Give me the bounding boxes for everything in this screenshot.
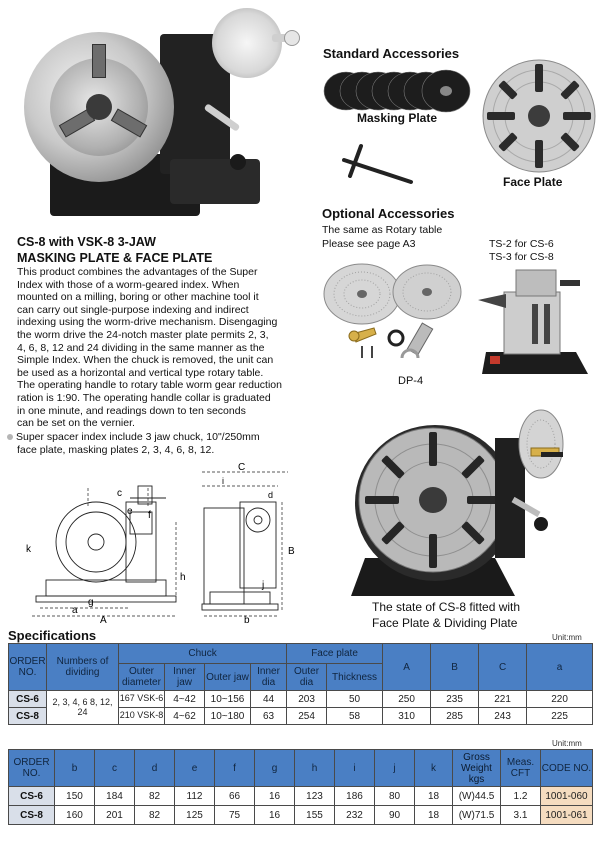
outer-diameter-cell: 167 VSK-6 bbox=[119, 691, 165, 708]
th2-i: i bbox=[335, 750, 375, 787]
table-row bbox=[9, 691, 593, 708]
description-line: in one minute, and readings down to ten seconds bbox=[17, 404, 246, 417]
B-cell: 285 bbox=[431, 708, 479, 725]
face-plate-image bbox=[480, 58, 598, 174]
th-inner-dia: Inner dia bbox=[251, 664, 287, 691]
th-outer-jaw: Outer jaw bbox=[205, 664, 251, 691]
h-cell: 123 bbox=[295, 787, 335, 806]
th-a: a bbox=[527, 644, 593, 691]
i-cell: 232 bbox=[335, 806, 375, 825]
th2-j: j bbox=[375, 750, 415, 787]
dim-j: j bbox=[262, 580, 265, 591]
description-line: The operating handle to rotary table worm gear reduction bbox=[17, 379, 282, 392]
table-row bbox=[9, 787, 593, 806]
dim-e: e bbox=[127, 506, 133, 517]
dim-b: b bbox=[244, 615, 250, 624]
C-cell: 221 bbox=[479, 691, 527, 708]
th2-k: k bbox=[415, 750, 453, 787]
th-outer-dia: Outer dia bbox=[287, 664, 327, 691]
th2-code-no: CODE NO. bbox=[541, 750, 593, 787]
unit-label-2: Unit:mm bbox=[552, 739, 582, 748]
k-cell: 18 bbox=[415, 806, 453, 825]
f-cell: 66 bbox=[215, 787, 255, 806]
th-numbers-of-dividing: Numbers of dividing bbox=[47, 644, 119, 691]
dim-C: C bbox=[238, 462, 246, 473]
i-cell: 186 bbox=[335, 787, 375, 806]
th2-gross-weight: Gross Weight kgs bbox=[453, 750, 501, 787]
dim-c: c bbox=[117, 488, 122, 499]
th2-g: g bbox=[255, 750, 295, 787]
inner-jaw-cell: 4~62 bbox=[165, 708, 205, 725]
bullet-text-1: Super spacer index include 3 jaw chuck, 10"/250mm bbox=[16, 431, 260, 443]
unit-label-1: Unit:mm bbox=[552, 633, 582, 642]
th2-f: f bbox=[215, 750, 255, 787]
description-line: Simple Index. When the chuck is removed, the unit can bbox=[17, 354, 274, 367]
e-cell: 112 bbox=[175, 787, 215, 806]
tailstock-image bbox=[476, 264, 594, 386]
b-cell: 150 bbox=[55, 787, 95, 806]
thickness-cell: 50 bbox=[327, 691, 383, 708]
description-line: Index with those of a worm-geared index. When bbox=[17, 278, 240, 291]
dim-f: f bbox=[148, 510, 151, 521]
optional-line-2: Please see page A3 bbox=[322, 238, 416, 250]
description-line: This product combines the advantages of the Super bbox=[17, 266, 258, 278]
th-thickness: Thickness bbox=[327, 664, 383, 691]
main-product-image bbox=[20, 4, 305, 229]
meas-cell: 1.2 bbox=[501, 787, 541, 806]
weight-cell: (W)44.5 bbox=[453, 787, 501, 806]
th-inner-jaw: Inner jaw bbox=[165, 664, 205, 691]
th2-meas: Meas. CFT bbox=[501, 750, 541, 787]
th2-h: h bbox=[295, 750, 335, 787]
bullet-line-2: face plate, masking plates 2, 3, 4, 6, 8, 12. bbox=[17, 444, 215, 456]
b-cell: 160 bbox=[55, 806, 95, 825]
th2-order-no: ORDER NO. bbox=[9, 750, 55, 787]
description-line: ration is 1:90. The operating handle collar is graduated bbox=[17, 391, 271, 404]
order-cell: CS-6 bbox=[9, 787, 55, 806]
th2-d: d bbox=[135, 750, 175, 787]
fitted-caption-line-1: The state of CS-8 fitted with bbox=[372, 600, 521, 614]
order-cell: CS-8 bbox=[9, 708, 47, 725]
outer-dia-cell: 203 bbox=[287, 691, 327, 708]
inner-dia-cell: 44 bbox=[251, 691, 287, 708]
c-cell: 184 bbox=[95, 787, 135, 806]
outer-dia-cell: 254 bbox=[287, 708, 327, 725]
dp4-label: DP-4 bbox=[398, 375, 424, 387]
dim-A: A bbox=[100, 615, 107, 624]
optional-accessories-title: Optional Accessories bbox=[322, 206, 455, 221]
A-cell: 310 bbox=[383, 708, 431, 725]
description-line: be used as a horizontal and vertical type rotary table. bbox=[17, 366, 264, 379]
th-A: A bbox=[383, 644, 431, 691]
masking-plate-label: Masking Plate bbox=[357, 111, 438, 125]
th-face-plate: Face plate bbox=[287, 644, 383, 664]
bullet-line-1 bbox=[7, 431, 260, 444]
dim-i: i bbox=[222, 476, 224, 486]
product-description bbox=[17, 266, 317, 430]
d-cell: 82 bbox=[135, 787, 175, 806]
dimension-diagram bbox=[26, 462, 308, 624]
dividing-cell: 2, 3, 4, 6 8, 12, 24 bbox=[47, 691, 119, 725]
order-cell: CS-6 bbox=[9, 691, 47, 708]
A-cell: 250 bbox=[383, 691, 431, 708]
code-cell: 1001-060 bbox=[541, 787, 593, 806]
wrench-image bbox=[336, 140, 416, 188]
e-cell: 125 bbox=[175, 806, 215, 825]
spec-table-2 bbox=[8, 749, 593, 825]
spec-table-1 bbox=[8, 643, 593, 725]
f-cell: 75 bbox=[215, 806, 255, 825]
outer-jaw-cell: 10~156 bbox=[205, 691, 251, 708]
dim-B: B bbox=[288, 546, 295, 557]
dim-k: k bbox=[26, 544, 31, 555]
bullet-dot bbox=[7, 434, 13, 440]
d-cell: 82 bbox=[135, 806, 175, 825]
th-B: B bbox=[431, 644, 479, 691]
th2-e: e bbox=[175, 750, 215, 787]
ts3-label: TS-3 for CS-8 bbox=[489, 251, 554, 263]
ts2-label: TS-2 for CS-6 bbox=[489, 238, 554, 250]
description-line: can carry out single-purpose indexing and indirect bbox=[17, 303, 249, 316]
thickness-cell: 58 bbox=[327, 708, 383, 725]
description-line: 4, 6, 8, 12 and 24 dividing in the same manner as the bbox=[17, 341, 265, 354]
dim-h: h bbox=[180, 572, 186, 583]
dim-g: g bbox=[88, 597, 94, 608]
order-cell: CS-8 bbox=[9, 806, 55, 825]
code-cell: 1001-061 bbox=[541, 806, 593, 825]
j-cell: 90 bbox=[375, 806, 415, 825]
specifications-title: Specifications bbox=[8, 628, 97, 643]
description-line: the worm drive the 24-notch master plate permits 2, 3, bbox=[17, 328, 269, 341]
inner-dia-cell: 63 bbox=[251, 708, 287, 725]
meas-cell: 3.1 bbox=[501, 806, 541, 825]
product-title-line-1: CS-8 with VSK-8 3-JAW bbox=[17, 235, 156, 249]
g-cell: 16 bbox=[255, 806, 295, 825]
g-cell: 16 bbox=[255, 787, 295, 806]
a-cell: 220 bbox=[527, 691, 593, 708]
weight-cell: (W)71.5 bbox=[453, 806, 501, 825]
th2-c: c bbox=[95, 750, 135, 787]
product-title-line-2: MASKING PLATE & FACE PLATE bbox=[17, 251, 213, 265]
face-plate-label: Face Plate bbox=[503, 175, 563, 189]
th-order-no: ORDER NO. bbox=[9, 644, 47, 691]
outer-jaw-cell: 10~180 bbox=[205, 708, 251, 725]
optional-line-1: The same as Rotary table bbox=[322, 224, 443, 236]
description-line: indexing using the worm-drive mechanism. Disengaging bbox=[17, 316, 278, 329]
th-outer-diameter: Outer diameter bbox=[119, 664, 165, 691]
h-cell: 155 bbox=[295, 806, 335, 825]
standard-accessories-title: Standard Accessories bbox=[323, 46, 460, 61]
description-line: mounted on a milling, boring or other machine tool it bbox=[17, 291, 259, 304]
description-line: can be set on the vernier. bbox=[17, 417, 135, 430]
table-row bbox=[9, 806, 593, 825]
dim-a: a bbox=[72, 605, 78, 616]
th-chuck: Chuck bbox=[119, 644, 287, 664]
th-C: C bbox=[479, 644, 527, 691]
k-cell: 18 bbox=[415, 787, 453, 806]
j-cell: 80 bbox=[375, 787, 415, 806]
th2-b: b bbox=[55, 750, 95, 787]
fitted-caption-line-2: Face Plate & Dividing Plate bbox=[372, 616, 518, 630]
masking-plate-image bbox=[322, 68, 474, 114]
dim-d: d bbox=[268, 490, 274, 500]
B-cell: 235 bbox=[431, 691, 479, 708]
fitted-product-image bbox=[345, 408, 567, 598]
inner-jaw-cell: 4~42 bbox=[165, 691, 205, 708]
c-cell: 201 bbox=[95, 806, 135, 825]
a-cell: 225 bbox=[527, 708, 593, 725]
C-cell: 243 bbox=[479, 708, 527, 725]
outer-diameter-cell: 210 VSK-8 bbox=[119, 708, 165, 725]
dividing-plate-image bbox=[322, 262, 472, 372]
